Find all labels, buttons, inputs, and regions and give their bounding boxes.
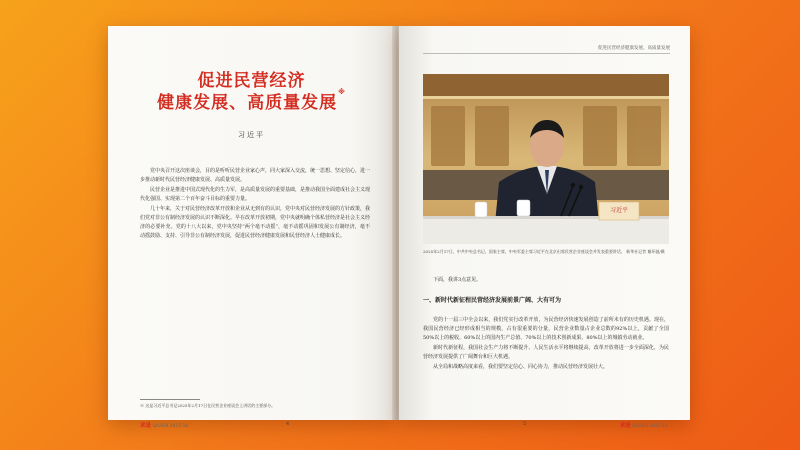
paragraph: 新时代新征程，我国社会生产力将不断提升、人民生活水平将继续提高，改革开放将进一步全面深化，为民营经济发展提供了广阔舞台和巨大机遇。 <box>423 345 669 360</box>
article-title-line2 <box>108 88 395 113</box>
left-folio <box>140 421 188 429</box>
magazine-logo: 求是 <box>619 423 631 429</box>
article-title-line1: 促进民营经济 <box>197 71 306 91</box>
paragraph: 从全局和战略高度来看，我们要坚定信心、同心协力，推动民营经济发展壮大。 <box>433 364 609 370</box>
magazine-spread <box>108 26 690 429</box>
paragraph: 几十年来，关于对民营经济改革开放和企业从无到有的认识，党中央对民营经济发展的方针政策，我们党对非公有制经济发展的认识不断深化。早在改革开放初期，党中央就明确个体私营经济是社会主义经济的必要补充。党的十八大以来，党中央坚持“两个毫不动摇”，毫不动摇巩固和发展公有制经济，毫不动摇鼓励、支持、引导非公有制经济发展，促进民营经济健康发展和民营经济人士健康成长。 <box>140 206 371 239</box>
footnote: ※ 这是习近平总书记2025年2月17日在民营企业座谈会上讲话的主要部分。 <box>140 403 276 408</box>
page-number-right: 5 <box>523 421 527 427</box>
paragraph: 民营企业是推进中国式现代化的生力军，是高质量发展的重要基础，是推动我国全面建成社会主义现代化强国、实现第二个百年奋斗目标的重要力量。 <box>140 187 371 202</box>
running-head: 促进民营经济健康发展、高质量发展 <box>598 46 670 51</box>
lead-sentence: 下面，我讲3点意见。 <box>433 277 482 283</box>
meeting-photo-illustration <box>423 74 669 244</box>
running-head-rule <box>423 53 670 54</box>
photo-caption: 2025年2月17日，中共中央总书记、国家主席、中央军委主席习近平在北京出席民营企业座谈会并发表重要讲话。 新华社记者 谢环驰/摄 <box>423 249 665 254</box>
author-name: 习近平 <box>238 131 265 139</box>
right-body-text <box>423 316 669 373</box>
issue-label: QIUSHI 2025·16 <box>632 424 668 429</box>
left-body-text <box>140 167 370 242</box>
news-photo <box>423 74 669 244</box>
paragraph: 党的十一届三中全会以来，我们党实行改革开放，为民营经济快速发展创造了前所未有的历史机遇。现在，我国民营经济已经形成相当的规模，占有很重要的分量，民营企业数量占企业总数的92%以上，贡献了全国50%以上的税收、60%以上的国内生产总值、70%以上的技术创新成果、80%以上的城镇劳动就业。 <box>423 317 669 341</box>
right-folio <box>620 421 668 429</box>
magazine-logo: 求是 <box>140 423 152 429</box>
article-title-text: 健康发展、高质量发展 <box>157 93 338 113</box>
footnote-rule <box>140 399 200 400</box>
paragraph: 党中央召开这次座谈会，目的是听听民营企业家心声，同大家深入交流，统一思想、坚定信心，进一步推动新时代民营经济健康发展、高质量发展。 <box>140 168 371 183</box>
right-page <box>399 26 690 429</box>
issue-label: QIUSHI 2025·16 <box>152 424 189 429</box>
left-page <box>108 26 395 429</box>
title-footnote-mark: ※ <box>338 88 346 96</box>
section-heading: 一、新时代新征程民营经济发展前景广阔、大有可为 <box>423 297 562 304</box>
page-number-left: 4 <box>286 421 290 427</box>
nameplate-text: 习近平 <box>609 207 628 214</box>
